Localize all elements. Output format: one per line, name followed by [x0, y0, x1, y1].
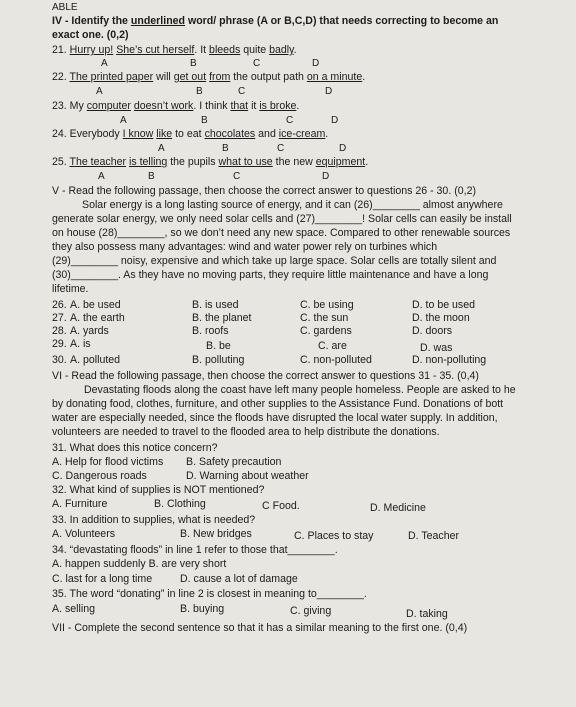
q24-label-c: C: [277, 143, 285, 154]
question-25: 25. The teacher is telling the pupils what to use the new equipment.: [52, 156, 369, 168]
q32-option-a[interactable]: A. Furniture: [52, 498, 108, 510]
section-4-title-line2: exact one. (0,2): [52, 29, 129, 41]
q28-option-a[interactable]: A. yards: [70, 325, 109, 337]
section-5-title: V - Read the following passage, then choose the correct answer to questions 26 - 30. (0,2): [52, 185, 476, 197]
q30-option-b[interactable]: B. polluting: [192, 354, 245, 366]
q33-option-b[interactable]: B. New bridges: [180, 528, 252, 540]
question-22: 22. The printed paper will get out from the output path on a minute.: [52, 71, 366, 83]
q30-number: 30.: [52, 354, 67, 366]
q35-option-a[interactable]: A. selling: [52, 603, 95, 615]
q22-label-a: A: [96, 86, 103, 97]
q35-option-b[interactable]: B. buying: [180, 603, 225, 615]
q32-option-c[interactable]: C Food.: [262, 500, 300, 512]
q31-option-d[interactable]: D. Warning about weather: [186, 470, 309, 482]
q26-number: 26.: [52, 299, 67, 311]
q25-label-c: C: [233, 171, 241, 182]
passage-5-line-4: they also possess many advantages: wind and water power rely on turbines which: [52, 241, 438, 253]
q34-option-d[interactable]: D. cause a lot of damage: [180, 573, 298, 585]
q27-option-b[interactable]: B. the planet: [192, 312, 252, 324]
passage-5-line-7: lifetime.: [52, 283, 89, 295]
q23-label-b: B: [201, 115, 208, 126]
q29-number: 29.: [52, 338, 67, 350]
q32-option-d[interactable]: D. Medicine: [370, 502, 426, 514]
q27-option-d[interactable]: D. the moon: [412, 312, 470, 324]
q28-option-d[interactable]: D. doors: [412, 325, 453, 337]
passage-6-line-1: Devastating floods along the coast have left many people homeless. People are asked to he: [84, 384, 516, 396]
q29-option-b[interactable]: B. be: [206, 340, 231, 352]
passage-5-line-3: on house (28)________, so we don’t need any new space. Compared to other renewable sources: [52, 227, 511, 239]
q26-option-a[interactable]: A. be used: [70, 299, 121, 311]
passage-5-line-6: (30)________. As they have no moving parts, they require little maintenance and have a long: [52, 269, 489, 281]
q35-option-d[interactable]: D. taking: [406, 608, 448, 620]
q33-option-a[interactable]: A. Volunteers: [52, 528, 116, 540]
q23-label-d: D: [331, 115, 339, 126]
q30-option-a[interactable]: A. polluted: [70, 354, 121, 366]
q21-label-b: B: [190, 58, 197, 69]
q31-option-c[interactable]: C. Dangerous roads: [52, 470, 147, 482]
q22-label-b: B: [196, 86, 203, 97]
q28-option-b[interactable]: B. roofs: [192, 325, 229, 337]
q34-option-c[interactable]: C. last for a long time: [52, 573, 153, 585]
question-34: 34. “devastating floods” in line 1 refer to those that________.: [52, 544, 338, 556]
question-32: 32. What kind of supplies is NOT mentioned?: [52, 484, 265, 496]
q26-option-c[interactable]: C. be using: [300, 299, 354, 311]
q22-label-c: C: [238, 86, 246, 97]
q30-option-c[interactable]: C. non-polluted: [300, 354, 372, 366]
q30-option-d[interactable]: D. non-polluting: [412, 354, 487, 366]
q25-label-b: B: [148, 171, 155, 182]
q27-number: 27.: [52, 312, 67, 324]
q28-option-c[interactable]: C. gardens: [300, 325, 352, 337]
section-7-title: VII - Complete the second sentence so that it has a similar meaning to the first one. (0,4): [52, 622, 468, 634]
q32-option-b[interactable]: B. Clothing: [154, 498, 206, 510]
q22-label-d: D: [325, 86, 333, 97]
q25-label-a: A: [98, 171, 105, 182]
question-21: 21. Hurry up! She’s cut herself. It bleeds quite badly.: [52, 44, 297, 56]
passage-5-line-2: generate solar energy, we only need solar cells and (27)________! Solar cells can easily be install: [52, 213, 512, 225]
q34-option-a-b[interactable]: A. happen suddenly B. are very short: [52, 558, 227, 570]
q21-label-c: C: [253, 58, 261, 69]
passage-5-line-5: (29)________ noisy, expensive and which take up large space. Solar cells are totally silent and: [52, 255, 497, 267]
passage-5-line-1: Solar energy is a long lasting source of energy, and it can (26)________ almost anywhere: [82, 199, 503, 211]
passage-6-line-3: water are especially needed, since the floods have disrupted the local water supply. In addition,: [52, 412, 498, 424]
q26-option-d[interactable]: D. to be used: [412, 299, 476, 311]
passage-6-line-2: by donating food, clothes, furniture, and other supplies to the Assistance Fund. Donations of bott: [52, 398, 504, 410]
q31-option-a[interactable]: A. Help for flood victims: [52, 456, 164, 468]
q35-option-c[interactable]: C. giving: [290, 605, 332, 617]
passage-6-line-4: volunteers are needed to travel to the flooded area to help distribute the donations.: [52, 426, 440, 438]
q23-label-a: A: [120, 115, 127, 126]
header-able: ABLE: [52, 2, 78, 13]
q23-label-c: C: [286, 115, 294, 126]
section-4-title: IV - Identify the underlined word/ phrase (A or B,C,D) that needs correcting to become an: [52, 15, 499, 27]
question-35: 35. The word “donating” in line 2 is closest in meaning to________.: [52, 588, 367, 600]
q29-option-d[interactable]: D. was: [420, 342, 453, 354]
q24-label-b: B: [222, 143, 229, 154]
q27-option-a[interactable]: A. the earth: [70, 312, 125, 324]
q31-option-b[interactable]: B. Safety precaution: [186, 456, 282, 468]
question-23: 23. My computer doesn’t work. I think that it is broke.: [52, 100, 300, 112]
q26-option-b[interactable]: B. is used: [192, 299, 239, 311]
q21-label-a: A: [101, 58, 108, 69]
q33-option-c[interactable]: C. Places to stay: [294, 530, 374, 542]
question-31: 31. What does this notice concern?: [52, 442, 218, 454]
q28-number: 28.: [52, 325, 67, 337]
q21-label-d: D: [312, 58, 320, 69]
section-6-title: VI - Read the following passage, then choose the correct answer to questions 31 - 35. (0,4): [52, 370, 479, 382]
q24-label-d: D: [339, 143, 347, 154]
question-24: 24. Everybody I know like to eat chocolates and ice-cream.: [52, 128, 329, 140]
q24-label-a: A: [158, 143, 165, 154]
q29-option-a[interactable]: A. is: [70, 338, 91, 350]
q25-label-d: D: [322, 171, 330, 182]
q29-option-c[interactable]: C. are: [318, 340, 347, 352]
q27-option-c[interactable]: C. the sun: [300, 312, 349, 324]
q33-option-d[interactable]: D. Teacher: [408, 530, 460, 542]
question-33: 33. In addition to supplies, what is needed?: [52, 514, 256, 526]
